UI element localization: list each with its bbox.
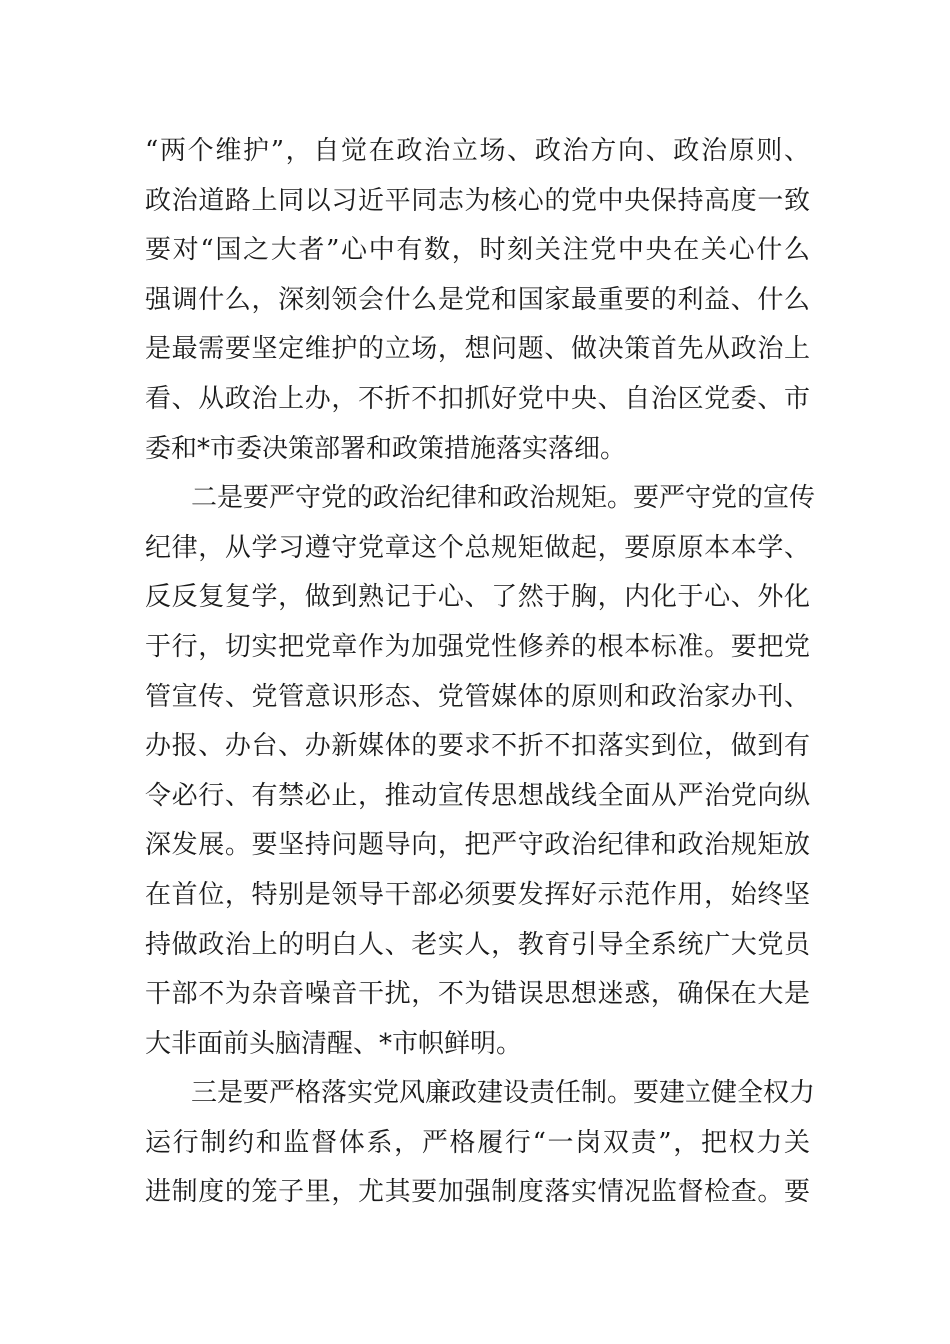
text-line: 委和*市委决策部署和政策措施落实落细。 (145, 433, 627, 464)
text-line: 三是要严格落实党风廉政建设责任制。要建立健全权力 (191, 1078, 816, 1109)
paragraph-point-two (145, 474, 816, 1069)
text-line: 是最需要坚定维护的立场，想问题、做决策首先从政治上 (145, 334, 810, 365)
text-line: 运行制约和监督体系，严格履行“一岗双责”，把权力关 (145, 1127, 810, 1158)
text-line: 纪律，从学习遵守党章这个总规矩做起，要原原本本学、 (145, 532, 810, 563)
text-line: 政治道路上同以习近平同志为核心的党中央保持高度一致 (145, 185, 810, 216)
text-line: 干部不为杂音噪音干扰，不为错误思想迷惑，确保在大是 (145, 979, 810, 1010)
text-line: 持做政治上的明白人、老实人，教育引导全系统广大党员 (145, 929, 810, 960)
text-line: 看、从政治上办，不折不扣抓好党中央、自治区党委、市 (145, 383, 810, 414)
text-line: 在首位，特别是领导干部必须要发挥好示范作用，始终坚 (145, 879, 810, 910)
text-line: 二是要严守党的政治纪律和政治规矩。要严守党的宣传 (191, 483, 816, 514)
paragraph-continuation (145, 127, 810, 474)
text-line: 强调什么，深刻领会什么是党和国家最重要的利益、什么 (145, 284, 810, 315)
text-line: 反反复复学，做到熟记于心、了然于胸，内化于心、外化 (145, 582, 810, 613)
text-line: 大非面前头脑清醒、*市帜鲜明。 (145, 1028, 523, 1059)
text-line: 深发展。要坚持问题导向，把严守政治纪律和政治规矩放 (145, 830, 810, 861)
text-line: 于行，切实把党章作为加强党性修养的根本标准。要把党 (145, 631, 810, 662)
text-line: “两个维护”，自觉在政治立场、政治方向、政治原则、 (145, 136, 810, 166)
text-line: 办报、办台、办新媒体的要求不折不扣落实到位，做到有 (145, 731, 810, 762)
text-line: 令必行、有禁必止，推动宣传思想战线全面从严治党向纵 (145, 780, 810, 811)
document-body (145, 127, 816, 1218)
paragraph-point-three (145, 1069, 816, 1218)
text-line: 进制度的笼子里，尤其要加强制度落实情况监督检查。要 (145, 1177, 810, 1208)
text-line: 管宣传、党管意识形态、党管媒体的原则和政治家办刊、 (145, 681, 810, 712)
text-line: 要对“国之大者”心中有数，时刻关注党中央在关心什么 (145, 235, 810, 266)
